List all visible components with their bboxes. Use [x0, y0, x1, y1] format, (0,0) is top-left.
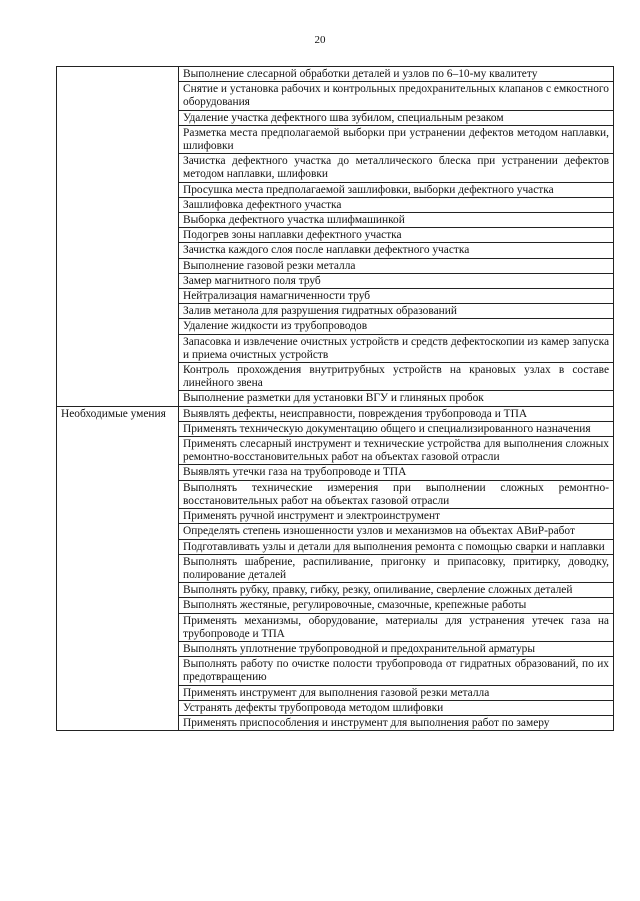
table-cell-item: Удаление участка дефектного шва зубилом, специальным резаком — [179, 110, 614, 125]
table-cell-item: Выявлять дефекты, неисправности, повреждения трубопровода и ТПА — [179, 406, 614, 421]
table-cell-item: Разметка места предполагаемой выборки при устранении дефектов методом наплавки, шлифовки — [179, 125, 614, 153]
table-cell-item: Определять степень изношенности узлов и механизмов на объектах АВиР-работ — [179, 524, 614, 539]
requirements-table — [56, 66, 614, 731]
section-label: Необходимые умения — [57, 406, 179, 730]
table-cell-item: Выполнение слесарной обработки деталей и узлов по 6–10-му квалитету — [179, 67, 614, 82]
table-cell-item: Выполнение разметки для установки ВГУ и глиняных пробок — [179, 391, 614, 406]
table-cell-item: Просушка места предполагаемой зашлифовки, выборки дефектного участка — [179, 182, 614, 197]
table-cell-item: Зачистка дефектного участка до металлического блеска при устранении дефектов методом наплавки, шлифовки — [179, 154, 614, 182]
table-cell-item: Выборка дефектного участка шлифмашинкой — [179, 213, 614, 228]
page-number: 20 — [314, 34, 326, 46]
table-cell-item: Применять приспособления и инструмент для выполнения работ по замеру — [179, 715, 614, 730]
table-cell-item: Применять техническую документацию общего и специализированного назначения — [179, 421, 614, 436]
table-cell-item: Применять инструмент для выполнения газовой резки металла — [179, 685, 614, 700]
table-cell-item: Удаление жидкости из трубопроводов — [179, 319, 614, 334]
table-cell-item: Выполнять уплотнение трубопроводной и предохранительной арматуры — [179, 641, 614, 656]
table-cell-item: Устранять дефекты трубопровода методом шлифовки — [179, 700, 614, 715]
table-cell-item: Залив метанола для разрушения гидратных образований — [179, 304, 614, 319]
table-cell-item: Применять слесарный инструмент и технические устройства для выполнения сложных ремонтно-восстановительных работ на объектах газовой отрасли — [179, 437, 614, 465]
table-cell-item: Выполнять шабрение, распиливание, пригонку и припасовку, притирку, доводку, полирование деталей — [179, 554, 614, 582]
table-cell-item: Зачистка каждого слоя после наплавки дефектного участка — [179, 243, 614, 258]
table-cell-item: Снятие и установка рабочих и контрольных предохранительных клапанов с емкостного оборудования — [179, 82, 614, 110]
table-cell-item: Выполнять работу по очистке полости трубопровода от гидратных образований, по их предотвращению — [179, 657, 614, 685]
table-cell-item: Применять механизмы, оборудование, материалы для устранения утечек газа на трубопроводе и ТПА — [179, 613, 614, 641]
table-cell-item: Выполнять рубку, правку, гибку, резку, опиливание, сверление сложных деталей — [179, 583, 614, 598]
table-cell-item: Выявлять утечки газа на трубопроводе и ТПА — [179, 465, 614, 480]
table-cell-item: Подогрев зоны наплавки дефектного участка — [179, 228, 614, 243]
table-cell-item: Выполнение газовой резки металла — [179, 258, 614, 273]
table-cell-item: Замер магнитного поля труб — [179, 273, 614, 288]
section-label-empty — [57, 67, 179, 407]
table-cell-item: Нейтрализация намагниченности труб — [179, 289, 614, 304]
table-cell-item: Выполнять технические измерения при выполнении сложных ремонтно-восстановительных работ на объектах газовой отрасли — [179, 480, 614, 508]
table-cell-item: Зашлифовка дефектного участка — [179, 197, 614, 212]
table-cell-item: Выполнять жестяные, регулировочные, смазочные, крепежные работы — [179, 598, 614, 613]
table-cell-item: Запасовка и извлечение очистных устройств и средств дефектоскопии из камер запуска и приема очистных устройств — [179, 334, 614, 362]
table-cell-item: Подготавливать узлы и детали для выполнения ремонта с помощью сварки и наплавки — [179, 539, 614, 554]
table-row — [57, 67, 614, 82]
table-cell-item: Контроль прохождения внутритрубных устройств на крановых узлах в составе линейного звена — [179, 363, 614, 391]
table-row — [57, 406, 614, 421]
table-cell-item: Применять ручной инструмент и электроинструмент — [179, 509, 614, 524]
